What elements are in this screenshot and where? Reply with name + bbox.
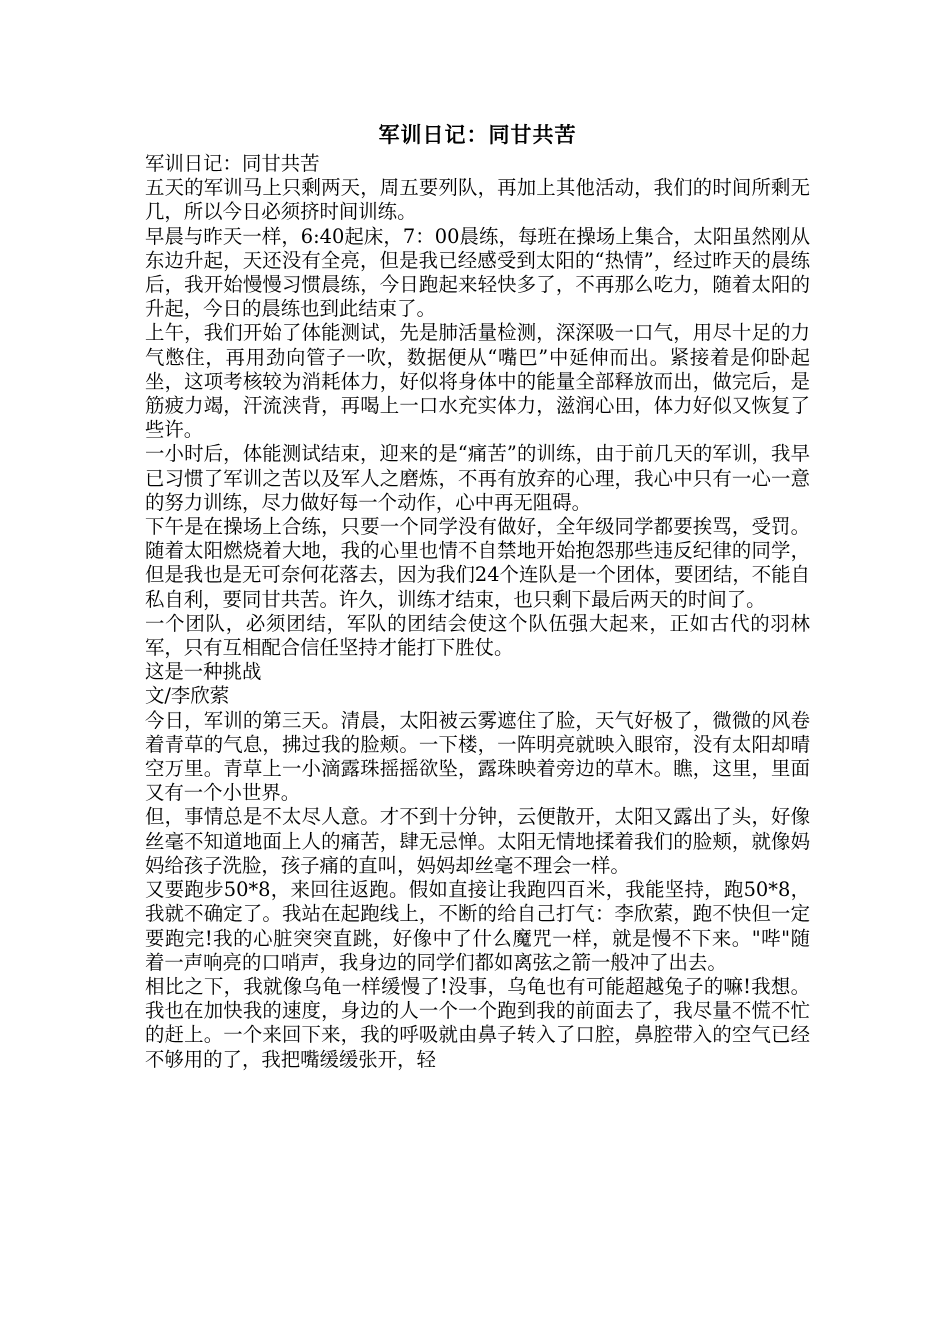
- document-body: [145, 152, 810, 1072]
- paragraph: 下午是在操场上合练，只要一个同学没有做好，全年级同学都要挨骂，受罚。随着太阳燃烧着大地，我的心里也情不自禁地开始抱怨那些违反纪律的同学，但是我也是无可奈何花落去，因为我们24个连队是一个团体，要团结，不能自私自利，要同甘共苦。许久，训练才结束，也只剩下最后两天的时间了。: [145, 515, 810, 611]
- document-title: 军训日记：同甘共苦: [378, 122, 577, 147]
- paragraph-heading-repeat: 军训日记：同甘共苦: [145, 152, 320, 175]
- paragraph: 但，事情总是不太尽人意。才不到十分钟，云便散开，太阳又露出了头，好像丝毫不知道地面上人的痛苦，肆无忌惮。太阳无情地揉着我们的脸颊，就像妈妈给孩子洗脸，孩子痛的直叫，妈妈却丝毫不理会一样。: [145, 805, 810, 877]
- paragraph: 一小时后，体能测试结束，迎来的是“痛苦”的训练，由于前几天的军训，我早已习惯了军训之苦以及军人之磨炼，不再有放弃的心理，我心中只有一心一意的努力训练，尽力做好每一个动作，心中再无阻碍。: [145, 442, 810, 514]
- document-page: [145, 118, 810, 1072]
- paragraph: 相比之下，我就像乌龟一样缓慢了!没事，乌龟也有可能超越兔子的嘛!我想。我也在加快我的速度，身边的人一个一个跑到我的前面去了，我尽量不慌不忙的赶上。一个来回下来，我的呼吸就由鼻子转入了口腔，鼻腔带入的空气已经不够用的了，我把嘴缓缓张开，轻: [145, 974, 810, 1071]
- author-line: 文/李欣萦: [145, 684, 230, 708]
- paragraph: 早晨与昨天一样，6:40起床，7：00晨练，每班在操场上集合，太阳虽然刚从东边升起，天还没有全亮，但是我已经感受到太阳的“热情”，经过昨天的晨练后，我开始慢慢习惯晨练，今日跑起来轻快多了，不再那么吃力，随着太阳的升起，今日的晨练也到此结束了。: [145, 224, 810, 321]
- paragraph: 五天的军训马上只剩两天，周五要列队，再加上其他活动，我们的时间所剩无几，所以今日必须挤时间训练。: [145, 176, 810, 224]
- paragraph: 一个团队，必须团结，军队的团结会使这个队伍强大起来，正如古代的羽林军，只有互相配合信任坚持才能打下胜仗。: [145, 611, 810, 660]
- section-heading: 这是一种挑战: [145, 660, 262, 684]
- paragraph: 上午，我们开始了体能测试，先是肺活量检测，深深吸一口气，用尽十足的力气憋住，再用劲向管子一吹，数据便从“嘴巴”中延伸而出。紧接着是仰卧起坐，这项考核较为消耗体力，好似将身体中的能量全部释放而出，做完后，是筋疲力竭，汗流浃背，再喝上一口水充实体力，滋润心田，体力好似又恢复了些许。: [145, 321, 810, 442]
- paragraph: 又要跑步50*8，来回往返跑。假如直接让我跑四百米，我能坚持，跑50*8，我就不确定了。我站在起跑线上，不断的给自己打气：李欣萦，跑不快但一定要跑完!我的心脏突突直跳，好像中了什么魔咒一样，就是慢不下来。"哔"随着一声响亮的口哨声，我身边的同学们都如离弦之箭一般冲了出去。: [145, 878, 810, 974]
- paragraph: 今日，军训的第三天。清晨，太阳被云雾遮住了脸，天气好极了，微微的风卷着青草的气息，拂过我的脸颊。一下楼，一阵明亮就映入眼帘，没有太阳却晴空万里。青草上一小滴露珠摇摇欲坠，露珠映着旁边的草木。瞧，这里，里面又有一个小世界。: [145, 708, 810, 805]
